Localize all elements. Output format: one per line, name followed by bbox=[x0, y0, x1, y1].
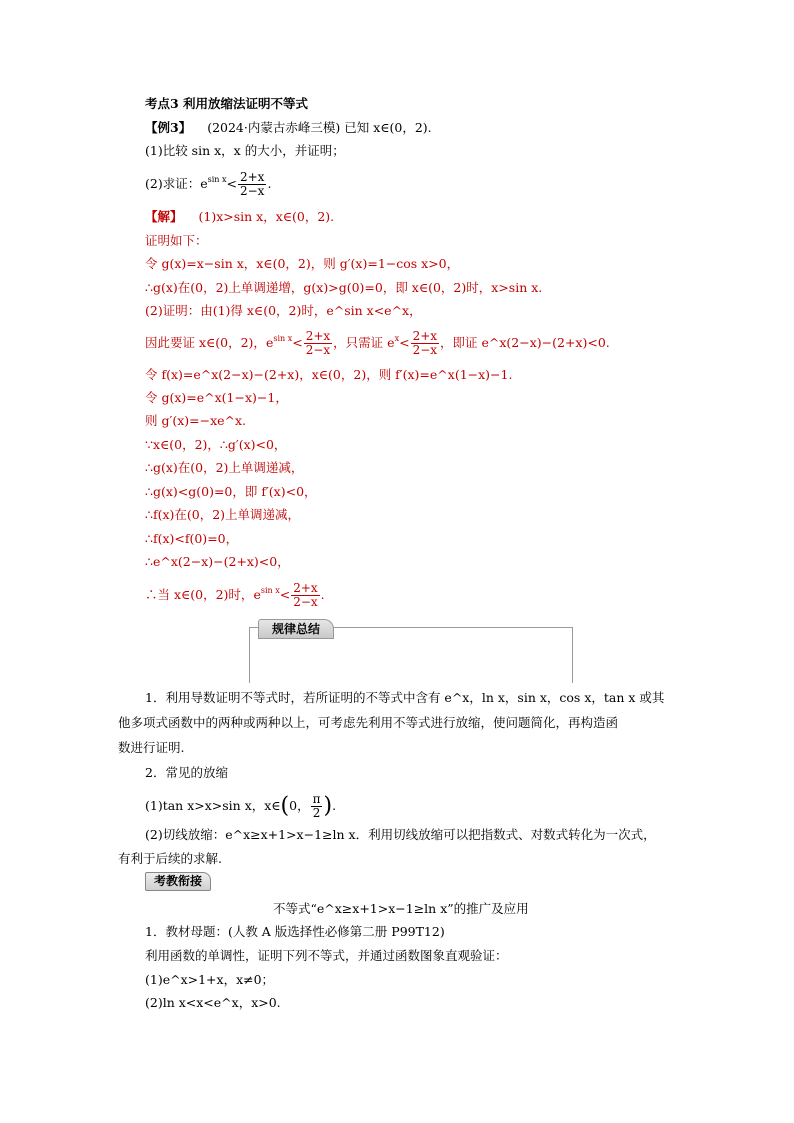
solution-line-7: 令 f(x)=e^x(2−x)−(2+x)，x∈(0，2)，则 f′(x)=e^x(1−x)−1. bbox=[145, 367, 513, 382]
textbook-line-1: 1．教材母题：(人教 A 版选择性必修第二册 P99T12) bbox=[145, 924, 445, 939]
solution-line-10: ∵x∈(0，2)，∴g′(x)<0， bbox=[145, 437, 287, 452]
rule-3: (1)tan x>x>sin x，x∈(0， $\frac{\pi}{2}$ ). bbox=[145, 792, 337, 820]
example-source: (2024·内蒙古赤峰三模) bbox=[207, 120, 341, 135]
textbook-line-2: 利用函数的单调性，证明下列不等式，并通过函数图象直观验证： bbox=[145, 948, 508, 963]
solution-label: 【解】 bbox=[145, 209, 183, 224]
rule-1-line-1: 1．利用导数证明不等式时，若所证明的不等式中含有 e^x，ln x，sin x，cos x，tan x 或其 bbox=[145, 690, 665, 705]
fraction-denominator: 2−x bbox=[412, 343, 438, 357]
example-label: 【例3】 bbox=[145, 120, 192, 135]
section-title: 考点3 利用放缩法证明不等式 bbox=[145, 96, 309, 111]
rule-4-line-2: 有利于后续的求解. bbox=[118, 851, 222, 866]
solution-text-6c: ，即证 e^x(2−x)−(2+x)<0. bbox=[440, 335, 610, 350]
solution-line-15: ∴e^x(2−x)−(2+x)<0， bbox=[145, 554, 290, 569]
solution-line-5: (2)证明：由(1)得 x∈(0，2)时，e^sin x<e^x， bbox=[145, 303, 422, 318]
rule-3-prefix: (1)tan x>x>sin x，x∈ bbox=[145, 798, 281, 813]
question-2: (2)求证：$e^{sin x}<$ $\frac{2+x}{2-x}$ . bbox=[145, 170, 272, 198]
question-2-prefix: (2)求证： bbox=[145, 176, 201, 191]
rule-1-line-3: 数进行证明. bbox=[118, 740, 185, 755]
solution-text-1: (1)x>sin x，x∈(0，2). bbox=[198, 209, 335, 224]
solution-text-6a: 因此要证 x∈(0，2)， bbox=[145, 335, 266, 350]
question-1: (1)比较 sin x，x 的大小，并证明； bbox=[145, 143, 345, 158]
solution-line-9: 则 g′(x)=−xe^x. bbox=[145, 413, 247, 428]
fraction-denominator: 2−x bbox=[293, 595, 318, 609]
textbook-line-3: (1)e^x>1+x，x≠0； bbox=[145, 972, 275, 987]
textbook-line-4: (2)ln x<x<e^x，x>0. bbox=[145, 995, 281, 1010]
solution-line-12: ∴g(x)<g(0)=0，即 f′(x)<0， bbox=[145, 484, 317, 499]
fraction-denominator: 2−x bbox=[239, 184, 265, 198]
pi-symbol: π bbox=[312, 792, 321, 806]
solution-line-2: 证明如下： bbox=[145, 233, 208, 248]
summary-tab: 规律总结 bbox=[258, 619, 334, 639]
solution-line-8: 令 g(x)=e^x(1−x)−1， bbox=[145, 390, 288, 405]
two-denominator: 2 bbox=[312, 806, 321, 820]
solution-text-6b: ，只需证 bbox=[333, 335, 384, 350]
solution-text-16: ∴当 x∈(0，2)时， bbox=[145, 587, 254, 602]
center-title: 不等式“e^x≥x+1>x−1≥ln x”的推广及应用 bbox=[273, 901, 529, 916]
solution-line-11: ∴g(x)在(0，2)上单调递减， bbox=[145, 460, 304, 475]
fraction-numerator: 2+x bbox=[305, 329, 331, 343]
rule-1-line-2: 他多项式函数中的两种或两种以上，可考虑先利用不等式进行放缩，使问题简化，再构造函 bbox=[118, 715, 619, 730]
solution-line-6: 因此要证 x∈(0，2)，$e^{sin x}<$ $\frac{2+x}{2-x}$ ，只需证 $e^x<$ $\frac{2+x}{2-x}$ ，即证 e^x(2−x)−(2+x)<0. bbox=[145, 329, 610, 357]
solution-line-1 bbox=[145, 209, 334, 225]
fraction bbox=[238, 171, 266, 198]
solution-line-13: ∴f(x)在(0，2)上单调递减， bbox=[145, 507, 301, 522]
fraction-numerator: 2+x bbox=[293, 581, 318, 595]
fraction-denominator: 2−x bbox=[305, 343, 331, 357]
fraction-numerator: 2+x bbox=[412, 329, 438, 343]
exp-sin: $e^{sin x}$ bbox=[200, 174, 227, 191]
teaching-link-tab: 考教衔接 bbox=[145, 872, 211, 891]
solution-line-14: ∴f(x)<f(0)=0， bbox=[145, 531, 239, 546]
solution-line-3: 令 g(x)=x−sin x，x∈(0，2)，则 g′(x)=1−cos x>0， bbox=[145, 256, 460, 271]
example-given: 已知 x∈(0，2). bbox=[344, 120, 432, 135]
rule-2: 2．常见的放缩 bbox=[145, 765, 228, 780]
fraction-numerator: 2+x bbox=[239, 170, 265, 184]
rule-4-line-1: (2)切线放缩：e^x≥x+1>x−1≥ln x．利用切线放缩可以把指数式、对数式转化为一次式， bbox=[145, 827, 656, 842]
solution-line-16: ∴当 x∈(0，2)时，$e^{sin x}<$ $\frac{2+x}{2-x}$ . bbox=[145, 581, 325, 609]
solution-line-4: ∴g(x)在(0，2)上单调递增，g(x)>g(0)=0，即 x∈(0，2)时，x>sin x. bbox=[145, 280, 543, 295]
example-header bbox=[145, 120, 432, 136]
